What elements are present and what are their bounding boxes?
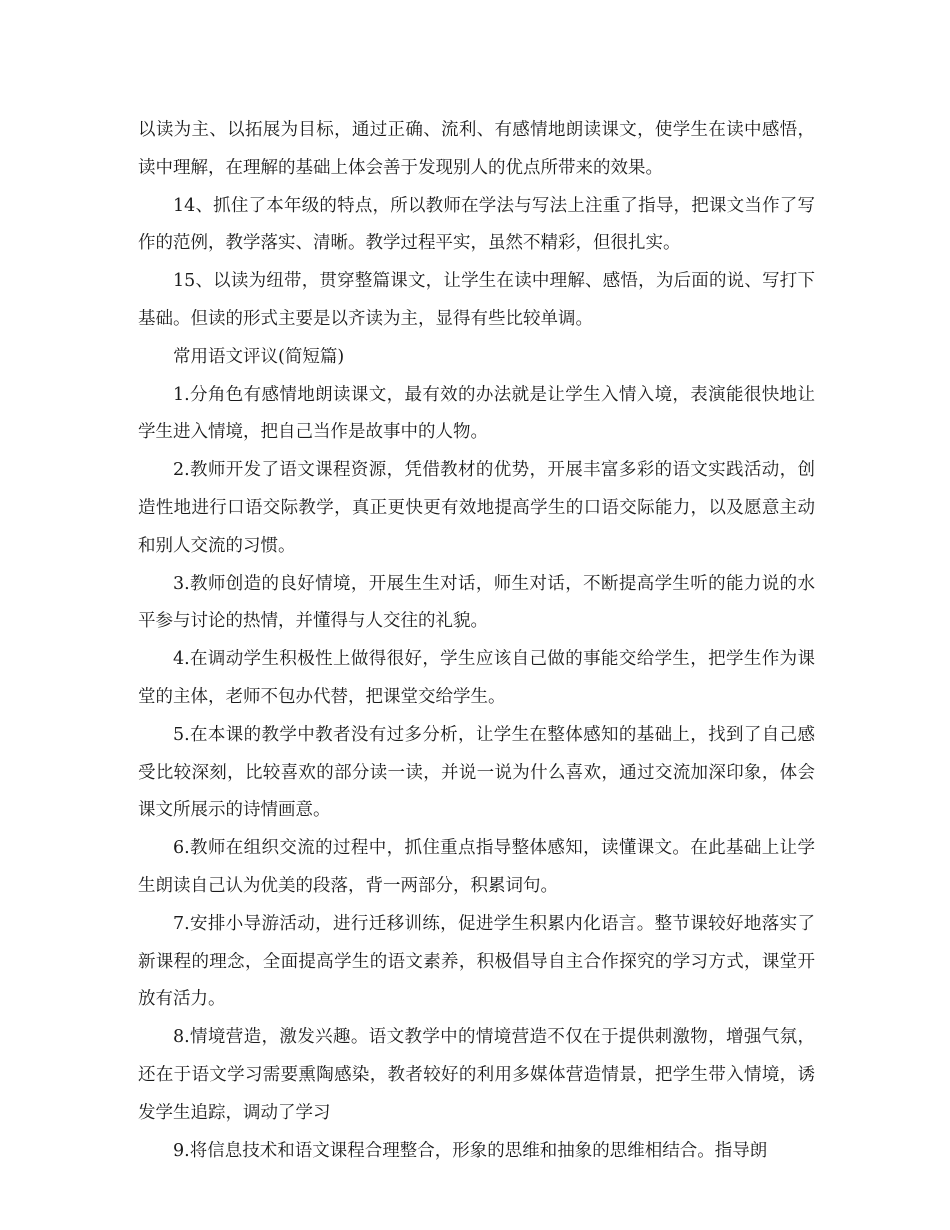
paragraph-item-4: 4.在调动学生积极性上做得很好，学生应该自己做的事能交给学生，把学生作为课堂的主体，老师不包办代替，把课堂交给学生。: [138, 649, 815, 707]
document-body: [138, 112, 815, 1170]
paragraph-15: 15、以读为纽带，贯穿整篇课文，让学生在读中理解、感悟，为后面的说、写打下基础。但读的形式主要是以齐读为主，显得有些比较单调。: [138, 271, 815, 329]
paragraph-item-7: 7.安排小导游活动，进行迁移训练，促进学生积累内化语言。整节课较好地落实了新课程的理念，全面提高学生的语文素养，积极倡导自主合作探究的学习方式，课堂开放有活力。: [138, 913, 815, 1010]
paragraph-item-5: 5.在本课的教学中教者没有过多分析，让学生在整体感知的基础上，找到了自己感受比较深刻，比较喜欢的部分读一读，并说一说为什么喜欢，通过交流加深印象，体会课文所展示的诗情画意。: [138, 724, 815, 821]
paragraph-item-6: 6.教师在组织交流的过程中，抓住重点指导整体感知，读懂课文。在此基础上让学生朗读自己认为优美的段落，背一两部分，积累词句。: [138, 838, 815, 896]
paragraph-14: 14、抓住了本年级的特点，所以教师在学法与写法上注重了指导，把课文当作了写作的范例，教学落实、清晰。教学过程平实，虽然不精彩，但很扎实。: [138, 195, 815, 254]
paragraph-continued: 以读为主、以拓展为目标，通过正确、流利、有感情地朗读课文，使学生在读中感悟，读中理解，在理解的基础上体会善于发现别人的优点所带来的效果。: [138, 120, 815, 178]
section-heading: 常用语文评议(简短篇): [173, 346, 345, 367]
paragraph-item-8: 8.情境营造，激发兴趣。语文教学中的情境营造不仅在于提供刺激物，增强气氛，还在于语文学习需要熏陶感染，教者较好的利用多媒体营造情景，把学生带入情境，诱发学生追踪，调动了学习: [138, 1027, 815, 1123]
paragraph-item-1: 1.分角色有感情地朗读课文，最有效的办法就是让学生入情入境，表演能很快地让学生进入情境，把自己当作是故事中的人物。: [138, 384, 815, 443]
paragraph-item-2: 2.教师开发了语文课程资源，凭借教材的优势，开展丰富多彩的语文实践活动，创造性地进行口语交际教学，真正更快更有效地提高学生的口语交际能力，以及愿意主动和别人交流的习惯。: [138, 460, 815, 556]
paragraph-item-3: 3.教师创造的良好情境，开展生生对话，师生对话，不断提高学生听的能力说的水平参与讨论的热情，并懂得与人交往的礼貌。: [138, 573, 815, 632]
paragraph-item-9: 9.将信息技术和语文课程合理整合，形象的思维和抽象的思维相结合。指导朗: [173, 1140, 768, 1161]
